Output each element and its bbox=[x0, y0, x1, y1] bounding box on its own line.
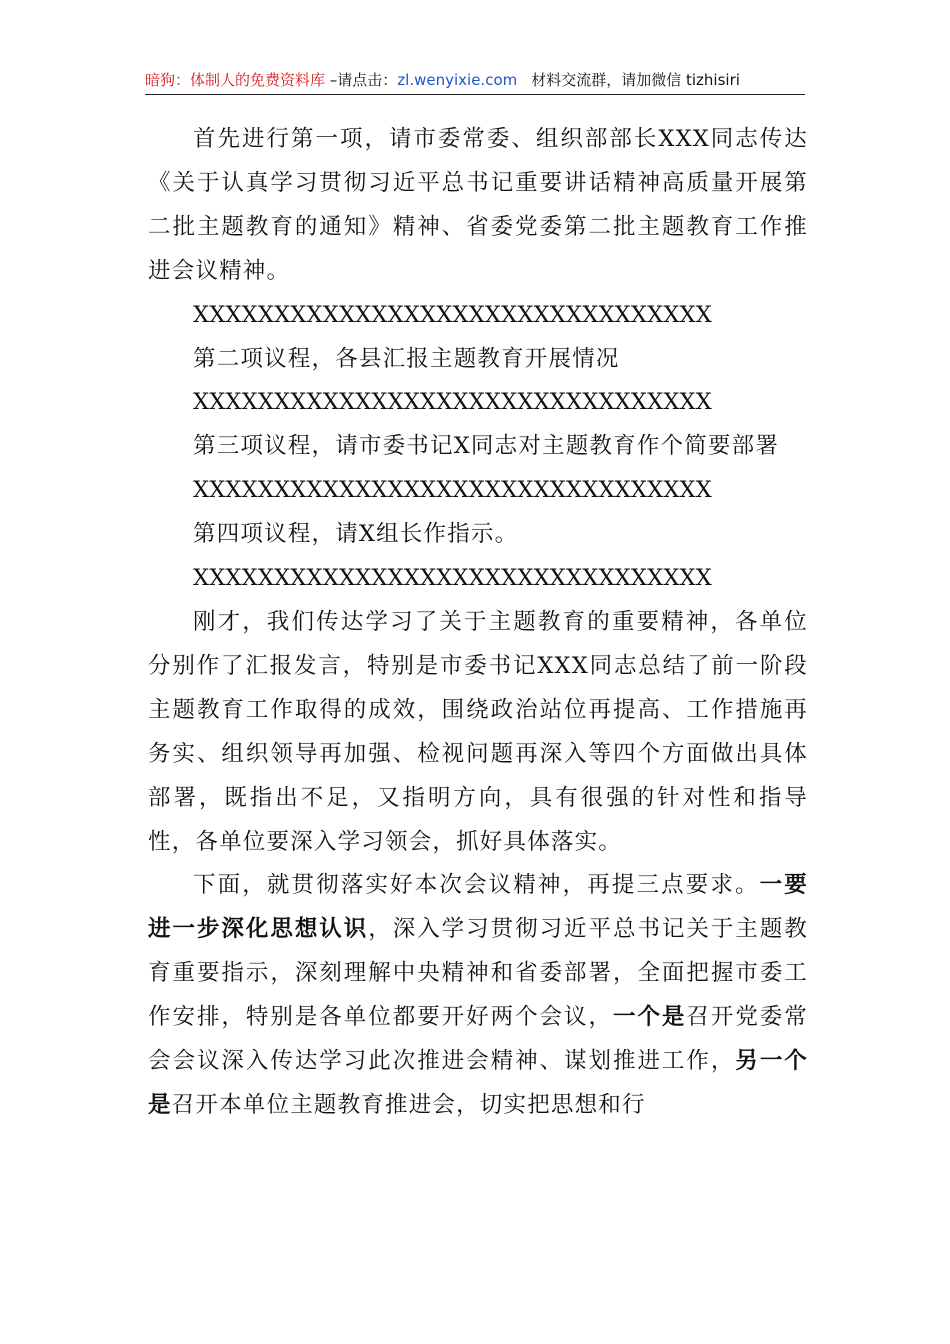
placeholder-line: XXXXXXXXXXXXXXXXXXXXXXXXXXXXXXXX bbox=[193, 477, 712, 504]
header-url-link[interactable]: zl.wenyixie.com bbox=[397, 71, 518, 89]
placeholder-line: XXXXXXXXXXXXXXXXXXXXXXXXXXXXXXXX bbox=[193, 301, 712, 328]
placeholder-line: XXXXXXXXXXXXXXXXXXXXXXXXXXXXXXXX bbox=[193, 389, 712, 416]
paragraph-item-four: 第四项议程，请X组长作指示。 bbox=[193, 521, 519, 548]
paragraph-requirements bbox=[148, 864, 808, 1127]
document-body bbox=[148, 118, 808, 1128]
meeting-two-label: 另一个是 bbox=[148, 1048, 808, 1118]
paragraph-item-three: 第三项议程，请市委书记X同志对主题教育作个简要部署 bbox=[193, 433, 780, 460]
page-header bbox=[145, 66, 805, 95]
meeting-one-text: 召开党委常会会议深入传达学习此次推进会精神、谋划推进工作， bbox=[148, 1004, 808, 1075]
paragraph-summary: 刚才，我们传达学习了关于主题教育的重要精神，各单位分别作了汇报发言，特别是市委书记XXX同志总结了前一阶段主题教育工作取得的成效，围绕政治站位再提高、工作措施再务实、组织领导再加强、检视问题再深入等四个方面做出具体部署，既指出不足，又指明方向，具有很强的针对性和指导性，各单位要深入学习领会，抓好具体落实。 bbox=[148, 608, 808, 855]
meeting-two-text: 召开本单位主题教育推进会，切实把思想和行 bbox=[171, 1091, 646, 1118]
meeting-one-label: 一个是 bbox=[612, 1004, 687, 1031]
requirement-one-heading: 一要进一步深化思想认识 bbox=[148, 872, 808, 943]
paragraph-item-one: 首先进行第一项，请市委常委、组织部部长XXX同志传达《关于认真学习贯彻习近平总书记重要讲话精神高质量开展第二批主题教育的通知》精神、省委党委第二批主题教育工作推进会议精神。 bbox=[148, 126, 808, 284]
placeholder-line: XXXXXXXXXXXXXXXXXXXXXXXXXXXXXXXX bbox=[193, 565, 712, 592]
requirement-one-text: ，深入学习贯彻习近平总书记关于主题教育重要指示，深刻理解中央精神和省委部署，全面把握市委工作安排，特别是各单位都要开好两个会议， bbox=[148, 916, 808, 1031]
paragraph-item-two: 第二项议程，各县汇报主题教育开展情况 bbox=[193, 345, 620, 372]
header-wechat-note: 材料交流群，请加微信 tizhisiri bbox=[531, 71, 740, 89]
header-click-prompt: –请点击： bbox=[325, 71, 398, 89]
requirements-intro: 下面，就贯彻落实好本次会议精神，再提三点要求。 bbox=[193, 872, 760, 899]
header-brand: 暗狗：体制人的免费资料库 bbox=[145, 71, 326, 89]
